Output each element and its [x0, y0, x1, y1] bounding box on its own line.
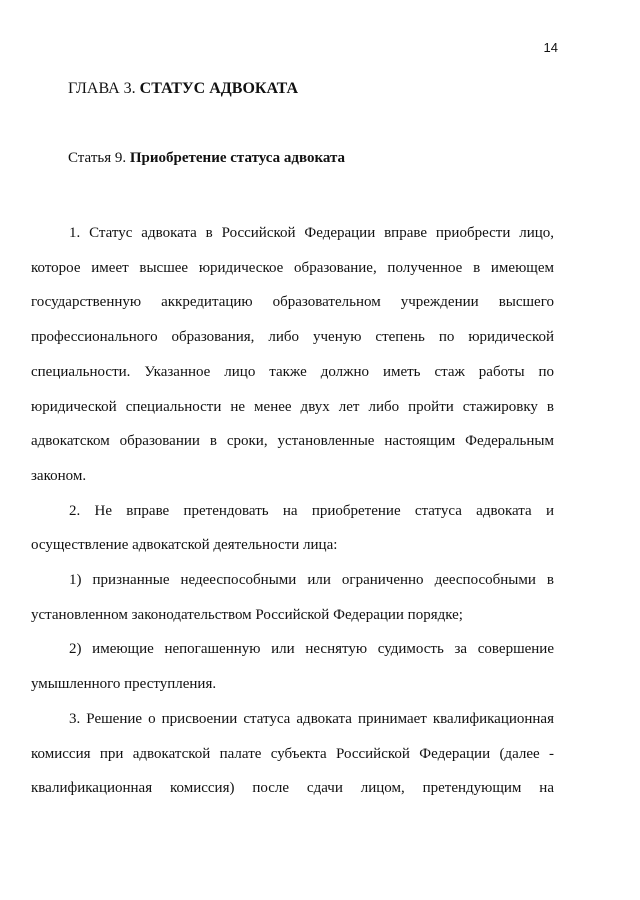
chapter-prefix: ГЛАВА 3.: [68, 80, 140, 97]
paragraph-item-2: [31, 632, 554, 701]
text-line: законом.: [31, 467, 87, 484]
text-line: адвокатском образовании в сроки, установленные настоящим Федеральным: [31, 433, 554, 450]
text-line: 2) имеющие непогашенную или неснятую судимость за совершение: [69, 641, 554, 658]
article-title: Приобретение статуса адвоката: [129, 150, 346, 166]
text-line: 1. Статус адвоката в Российской Федерации вправе приобрести лицо,: [69, 225, 554, 241]
text-line: которое имеет высшее юридическое образование, полученное в имеющем: [31, 259, 554, 276]
text-line: государственную аккредитацию образовательном учреждении высшего: [31, 294, 554, 311]
text-line: юридической специальности не менее двух лет либо пройти стажировку в: [31, 398, 554, 415]
text-line: 3. Решение о присвоении статуса адвоката принимает квалификационная: [69, 710, 554, 727]
text-line: комиссия при адвокатской палате субъекта Российской Федерации (далее -: [31, 745, 554, 762]
paragraph-1: [31, 216, 554, 494]
paragraph-item-1: [31, 563, 554, 632]
paragraph-2: [31, 494, 554, 563]
article-heading: [68, 150, 345, 167]
chapter-heading: [68, 80, 298, 98]
text-line: 2. Не вправе претендовать на приобретение статуса адвоката и: [69, 502, 554, 519]
page-number: 14: [543, 40, 558, 55]
paragraph-3: [31, 702, 554, 806]
article-prefix: Статья 9.: [68, 150, 130, 166]
document-body: [31, 216, 554, 806]
text-line: профессионального образования, либо ученую степень по юридической: [31, 329, 554, 346]
text-line: специальности. Указанное лицо также должно иметь стаж работы по: [31, 363, 554, 380]
text-line: умышленного преступления.: [31, 676, 217, 693]
text-line: квалификационная комиссия) после сдачи лицом, претендующим на: [31, 780, 554, 797]
text-line: 1) признанные недееспособными или ограниченно дееспособными в: [69, 572, 554, 589]
chapter-title: СТАТУС АДВОКАТА: [139, 80, 299, 97]
text-line: установленном законодательством Российской Федерации порядке;: [31, 606, 463, 623]
text-line: осуществление адвокатской деятельности лица:: [31, 537, 338, 554]
